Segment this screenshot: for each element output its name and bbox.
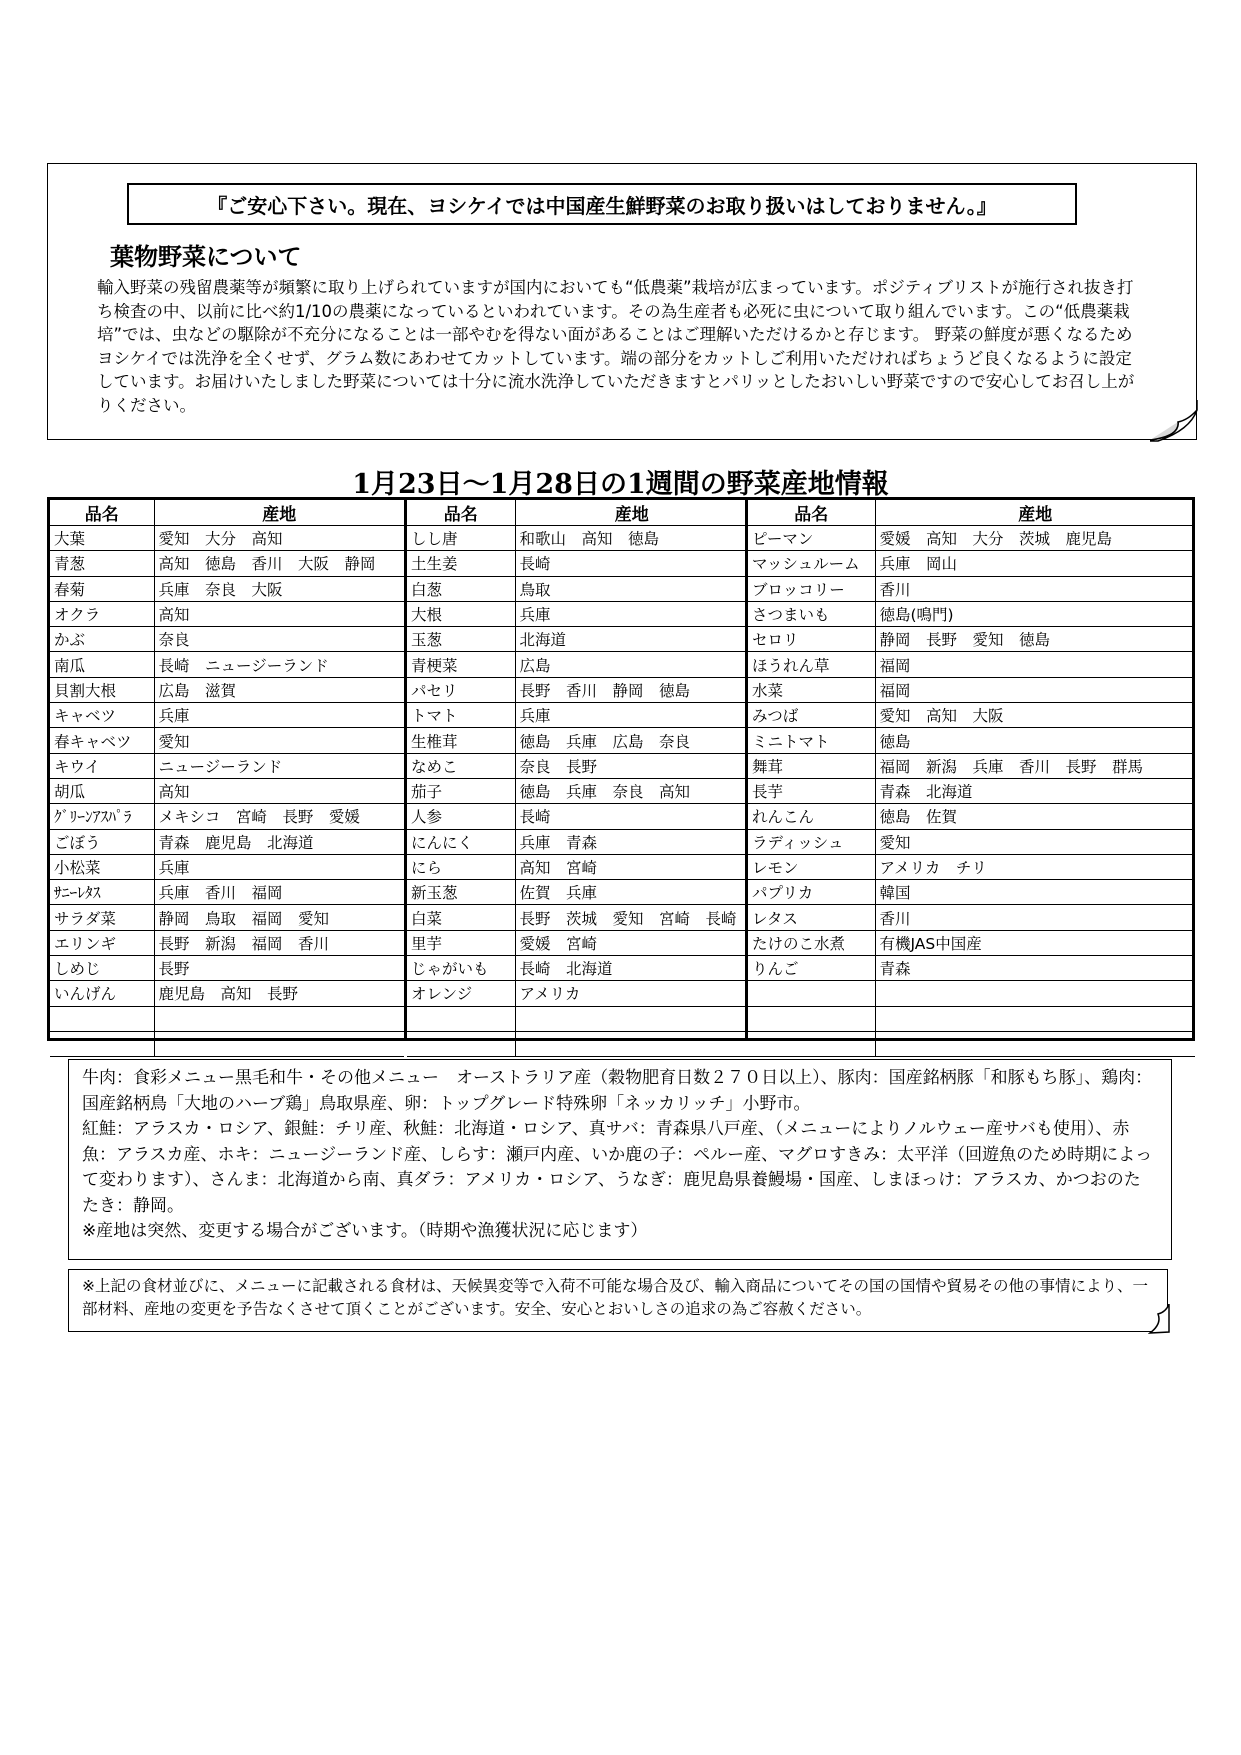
produce-origin: 長崎 [515,804,748,829]
produce-name: 長芋 [748,778,875,803]
produce-origin: 長野 香川 静岡 徳島 [515,677,748,702]
table-row [748,652,1195,677]
produce-origin: 奈良 [154,627,404,652]
produce-name: パセリ [407,677,515,702]
produce-origin: 佐賀 兵庫 [515,880,748,905]
produce-name [407,1031,515,1056]
produce-origin [875,981,1195,1006]
table-row [748,854,1195,879]
table-row [407,930,748,955]
produce-name: にら [407,854,515,879]
produce-name: 白菜 [407,905,515,930]
produce-name: エリンギ [50,930,154,955]
table-row [748,627,1195,652]
produce-origin: 静岡 鳥取 福岡 愛知 [154,905,404,930]
produce-name: さつまいも [748,601,875,626]
produce-name: 青梗菜 [407,652,515,677]
produce-origin: 青森 北海道 [875,778,1195,803]
produce-origin: 徳島(鳴門) [875,601,1195,626]
table-row [748,753,1195,778]
table-row [748,956,1195,981]
produce-name: 貝割大根 [50,677,154,702]
produce-origin [875,1031,1195,1056]
produce-name: 胡瓜 [50,778,154,803]
table-row [748,677,1195,702]
produce-name: れんこん [748,804,875,829]
table-row [748,880,1195,905]
table-row [407,576,748,601]
table-row [407,778,748,803]
produce-origin-table [47,497,1195,1041]
produce-name: ｸﾞﾘｰﾝｱｽﾊﾟﾗ [50,804,154,829]
produce-origin: 長野 [154,956,404,981]
produce-origin: 青森 [875,956,1195,981]
table-row [407,981,748,1006]
table-row [50,551,404,576]
produce-name: レタス [748,905,875,930]
produce-name: 小松菜 [50,854,154,879]
table-row [407,956,748,981]
produce-origin: 徳島 佐賀 [875,804,1195,829]
table-row [748,526,1195,551]
produce-origin: 高知 [154,601,404,626]
produce-origin: 福岡 [875,652,1195,677]
produce-origin: 長崎 北海道 [515,956,748,981]
table-row [407,677,748,702]
produce-origin: 長野 茨城 愛知 宮崎 長崎 [515,905,748,930]
header-name: 品名 [407,500,515,526]
table-row [407,829,748,854]
table-row [50,905,404,930]
header-origin: 産地 [515,500,748,526]
produce-origin: 兵庫 奈良 大阪 [154,576,404,601]
table-row [407,551,748,576]
table-row [50,930,404,955]
produce-origin: 広島 [515,652,748,677]
produce-origin: 徳島 兵庫 広島 奈良 [515,728,748,753]
produce-name: 玉葱 [407,627,515,652]
table-row [50,981,404,1006]
produce-name: トマト [407,703,515,728]
table-row [407,728,748,753]
produce-origin: 兵庫 岡山 [875,551,1195,576]
produce-origin: 香川 [875,576,1195,601]
table-row [50,778,404,803]
produce-name: 白葱 [407,576,515,601]
table-row [50,728,404,753]
table-row [407,601,748,626]
produce-origin: 愛媛 高知 大分 茨城 鹿児島 [875,526,1195,551]
produce-origin: 高知 徳島 香川 大阪 静岡 [154,551,404,576]
produce-name [407,1006,515,1031]
produce-origin: 静岡 長野 愛知 徳島 [875,627,1195,652]
produce-name [748,1031,875,1056]
table-row [407,753,748,778]
sources-note: ※産地は突然、変更する場合がございます。（時期や漁獲状況に応じます） [82,1221,648,1241]
table-row [407,652,748,677]
produce-name: ｻﾆｰﾚﾀｽ [50,880,154,905]
produce-name [748,1006,875,1031]
produce-origin: 兵庫 [154,703,404,728]
produce-name: 青葱 [50,551,154,576]
produce-origin [154,1006,404,1031]
table-row [748,829,1195,854]
header-name: 品名 [748,500,875,526]
produce-origin: メキシコ 宮崎 長野 愛媛 [154,804,404,829]
produce-name: パプリカ [748,880,875,905]
table-row [748,804,1195,829]
table-row [407,905,748,930]
produce-name: かぶ [50,627,154,652]
produce-origin: ニュージーランド [154,753,404,778]
produce-name: ラディッシュ [748,829,875,854]
produce-name: 舞茸 [748,753,875,778]
produce-origin: 青森 鹿児島 北海道 [154,829,404,854]
produce-name: いんげん [50,981,154,1006]
table-row [50,627,404,652]
produce-name: 人参 [407,804,515,829]
produce-name: 里芋 [407,930,515,955]
produce-origin: 愛知 [875,829,1195,854]
table-row [50,576,404,601]
produce-name: なめこ [407,753,515,778]
produce-origin: 兵庫 青森 [515,829,748,854]
produce-name: 茄子 [407,778,515,803]
table-row [407,804,748,829]
produce-origin: 長崎 [515,551,748,576]
produce-origin: 徳島 [875,728,1195,753]
produce-origin: 徳島 兵庫 奈良 高知 [515,778,748,803]
produce-origin: 広島 滋賀 [154,677,404,702]
produce-name: オレンジ [407,981,515,1006]
produce-name: 生椎茸 [407,728,515,753]
produce-origin: アメリカ チリ [875,854,1195,879]
produce-name: にんにく [407,829,515,854]
table-row [748,981,1195,1006]
produce-name: キウイ [50,753,154,778]
produce-origin: 兵庫 [515,601,748,626]
table-row [407,1031,748,1056]
produce-origin: 韓国 [875,880,1195,905]
produce-name [748,981,875,1006]
table-row [50,677,404,702]
page-curl-icon [1150,400,1198,442]
produce-name: 南瓜 [50,652,154,677]
table-row [407,1006,748,1031]
produce-origin: 福岡 [875,677,1195,702]
table-row [748,601,1195,626]
table-row [748,576,1195,601]
produce-origin: アメリカ [515,981,748,1006]
table-row [748,905,1195,930]
produce-name: 水菜 [748,677,875,702]
produce-origin: 兵庫 [515,703,748,728]
table-row [748,1006,1195,1031]
produce-name: ミニトマト [748,728,875,753]
produce-name: ブロッコリー [748,576,875,601]
produce-name: じゃがいも [407,956,515,981]
produce-name: みつば [748,703,875,728]
produce-name: たけのこ水煮 [748,930,875,955]
produce-name: サラダ菜 [50,905,154,930]
table-row [748,778,1195,803]
header-origin: 産地 [154,500,404,526]
table-row [748,930,1195,955]
sources-fish: 紅鮭：アラスカ・ロシア、銀鮭：チリ産、秋鮭：北海道・ロシア、真サバ：青森県八戸産、（メニューによりノルウェー産サバも使用）、赤魚：アラスカ産、ホキ：ニュージーランド産、しらす：瀬戸内産、いか鹿の子：ペルー産、マグロすきみ：太平洋（回遊魚のため時期によって変わります）、さんま：北海道から南、真ダラ：アメリカ・ロシア、うなぎ：鹿児島県養鰻場・国産、しまほっけ：アラスカ、かつおのたたき：静岡。 [82,1119,1153,1216]
produce-origin: 長崎 ニュージーランド [154,652,404,677]
sources-meat: 牛肉：食彩メニュー黒毛和牛・その他メニュー オーストラリア産（穀物肥育日数２７０日以上）、豚肉：国産銘柄豚「和豚もち豚」、鶏肉：国産銘柄鳥「大地のハーブ鶏」鳥取県産、卵：トップグレード特殊卵「ネッカリッチ」小野市。 [82,1068,1153,1114]
table-row [50,956,404,981]
table-column-3 [745,500,1195,1038]
produce-name: オクラ [50,601,154,626]
section-title: 葉物野菜について [110,243,302,271]
produce-name [50,1031,154,1056]
produce-name: 大根 [407,601,515,626]
produce-origin: 北海道 [515,627,748,652]
produce-name: 土生姜 [407,551,515,576]
produce-origin: 愛知 大分 高知 [154,526,404,551]
produce-origin: 愛知 [154,728,404,753]
produce-origin [154,1031,404,1056]
disclaimer-text: ※上記の食材並びに、メニューに記載される食材は、天候異変等で入荷不可能な場合及び、輸入商品についてその国の国情や貿易その他の事情により、一部材料、産地の変更を予告なくさせて頂くことがございます。安全、安心とおいしさの追求の為ご容赦ください。 [82,1277,1149,1318]
produce-origin [875,1006,1195,1031]
table-row [50,652,404,677]
produce-name: ピーマン [748,526,875,551]
header-name: 品名 [50,500,154,526]
table-row [50,601,404,626]
produce-name: りんご [748,956,875,981]
sources-text [82,1066,1157,1245]
produce-origin: 鳥取 [515,576,748,601]
produce-name: しし唐 [407,526,515,551]
table-column-2 [404,500,748,1038]
produce-name: しめじ [50,956,154,981]
produce-origin [515,1031,748,1056]
produce-name [50,1006,154,1031]
produce-origin: 福岡 新潟 兵庫 香川 長野 群馬 [875,753,1195,778]
table-row [748,1031,1195,1056]
produce-origin: 高知 [154,778,404,803]
table-row [50,753,404,778]
table-row [407,854,748,879]
produce-origin [515,1006,748,1031]
table-row [407,526,748,551]
produce-name: セロリ [748,627,875,652]
table-row [407,703,748,728]
produce-name: 春菊 [50,576,154,601]
safety-banner: 『ご安心下さい。現在、ヨシケイでは中国産生鮮野菜のお取り扱いはしておりません。』 [127,183,1077,225]
produce-name: レモン [748,854,875,879]
table-row [50,526,404,551]
intro-paragraph: 輸入野菜の残留農薬等が頻繁に取り上げられていますが国内においても“低農薬”栽培が広まっています。ポジティブリストが施行され抜き打ち検査の中、以前に比べ約1/10の農薬になっているといわれています。その為生産者も必死に虫について取り組んでいます。この“低農薬栽培”では、虫などの駆除が不充分になることは一部やむを得ない面があることはご理解いただけるかと存じます。 野菜の鮮度が悪くなるためヨシケイでは洗浄を全くせず、グラム数にあわせてカットしています。端の部分をカットしご利用いただければちょうど良くなるように設定しています。お届けいたしました野菜については十分に流水洗浄していただきますとパリッとしたおいしい野菜ですので安心してお召し上がりください。 [97,278,1135,415]
table-row [748,728,1195,753]
table-row [50,854,404,879]
produce-origin: 兵庫 [154,854,404,879]
produce-origin: 香川 [875,905,1195,930]
produce-name: マッシュルーム [748,551,875,576]
produce-origin: 奈良 長野 [515,753,748,778]
produce-origin: 有機JAS中国産 [875,930,1195,955]
table-row [50,880,404,905]
table-row [748,703,1195,728]
produce-name: ごぼう [50,829,154,854]
produce-origin: 愛媛 宮崎 [515,930,748,955]
produce-name: 春キャベツ [50,728,154,753]
table-title: 1月23日～1月28日の1週間の野菜産地情報 [352,469,889,500]
table-row [748,551,1195,576]
produce-origin: 和歌山 高知 徳島 [515,526,748,551]
table-row [50,829,404,854]
table-row [407,880,748,905]
produce-name: 大葉 [50,526,154,551]
table-row [407,627,748,652]
produce-origin: 長野 新潟 福岡 香川 [154,930,404,955]
produce-origin: 高知 宮崎 [515,854,748,879]
produce-name: 新玉葱 [407,880,515,905]
table-row [50,703,404,728]
produce-origin: 兵庫 香川 福岡 [154,880,404,905]
table-row [50,1031,404,1056]
header-origin: 産地 [875,500,1195,526]
table-row [50,804,404,829]
table-row [50,1006,404,1031]
produce-name: キャベツ [50,703,154,728]
produce-origin: 鹿児島 高知 長野 [154,981,404,1006]
produce-name: ほうれん草 [748,652,875,677]
produce-origin: 愛知 高知 大阪 [875,703,1195,728]
table-column-1 [50,500,404,1038]
